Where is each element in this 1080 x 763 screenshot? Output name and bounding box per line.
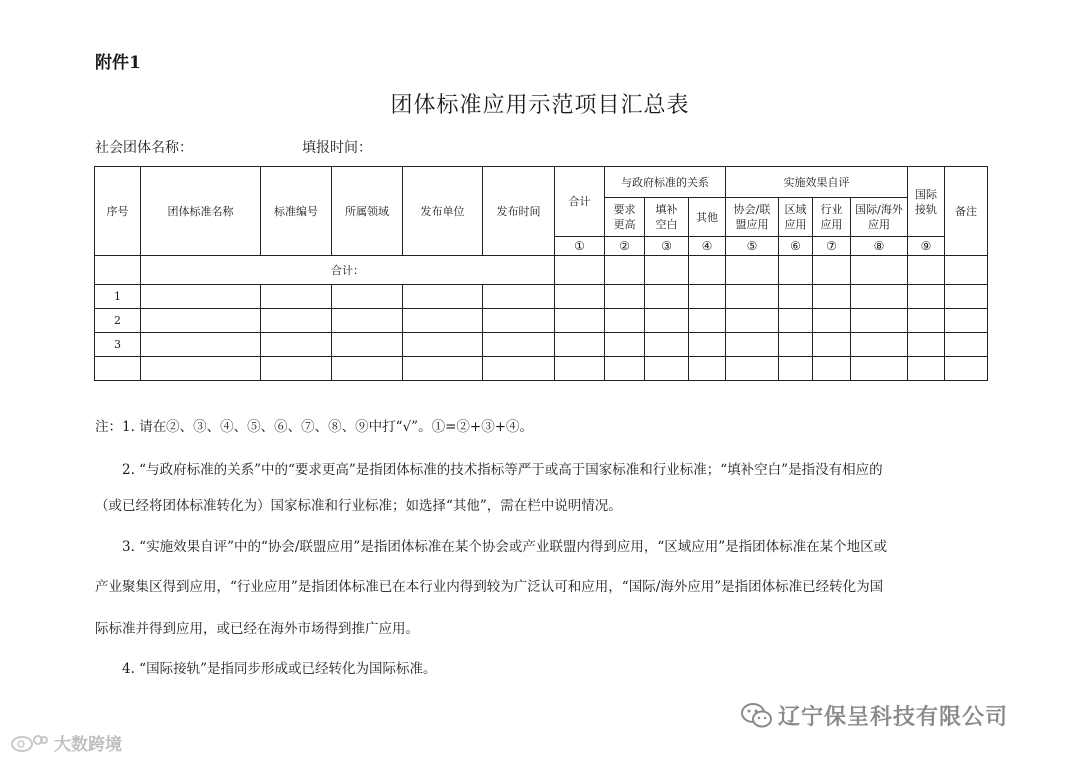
table-cell [851, 357, 908, 381]
header-total: 合计 [555, 167, 605, 237]
table-cell [908, 256, 945, 285]
circle-7: ⑦ [813, 237, 851, 256]
table-cell [332, 357, 403, 381]
wechat-icon [740, 702, 774, 730]
table-cell [851, 256, 908, 285]
circle-6: ⑥ [779, 237, 813, 256]
table-cell [945, 333, 988, 357]
table-cell [332, 285, 403, 309]
table-cell [726, 333, 779, 357]
sum-row [95, 256, 988, 285]
table-cell [779, 309, 813, 333]
table-cell [945, 285, 988, 309]
header-standard-name: 团体标准名称 [141, 167, 261, 256]
header-industry-text: 行业应用 [820, 203, 843, 231]
table-row [95, 309, 988, 333]
circle-3: ③ [645, 237, 689, 256]
table-cell [645, 333, 689, 357]
note-3-line-2: 产业聚集区得到应用，“行业应用”是指团体标准已在本行业内得到较为广泛认可和应用，“国际/海外应用”是指团体标准已经转化为国 [95, 579, 884, 595]
table-cell [605, 357, 645, 381]
table-cell [689, 309, 726, 333]
table-cell [403, 285, 483, 309]
table-cell [645, 309, 689, 333]
table-cell [261, 285, 332, 309]
table-cell [332, 309, 403, 333]
attachment-label: 附件1 [95, 53, 141, 73]
table-cell [261, 309, 332, 333]
note-2-line-1: 2. “与政府标准的关系”中的“要求更高”是指团体标准的技术指标等严于或高于国家标准和行业标准；“填补空白”是指没有相应的 [122, 462, 883, 478]
row-number [95, 357, 141, 381]
note-1: 注：1. 请在②、③、④、⑤、⑥、⑦、⑧、⑨中打“√”。①=②+③+④。 [95, 419, 534, 435]
document-title: 团体标准应用示范项目汇总表 [390, 93, 690, 118]
table-cell [813, 256, 851, 285]
source-watermark: 大数跨境 [54, 735, 122, 755]
company-watermark: 辽宁保呈科技有限公司 [778, 705, 1009, 730]
table-cell [851, 285, 908, 309]
table-cell [779, 333, 813, 357]
table-cell [726, 357, 779, 381]
table-cell [645, 285, 689, 309]
table-cell [141, 333, 261, 357]
table-cell [555, 256, 605, 285]
header-region [779, 198, 813, 237]
weibo-icon [8, 730, 50, 754]
header-assoc [726, 198, 779, 237]
header-overseas-text: 国际/海外应用 [855, 203, 903, 231]
table-cell [813, 309, 851, 333]
row-number: 3 [95, 333, 141, 357]
header-issuer: 发布单位 [403, 167, 483, 256]
table-cell [555, 285, 605, 309]
table-cell [605, 333, 645, 357]
table-cell [689, 357, 726, 381]
table-row [95, 357, 988, 381]
header-self-eval: 实施效果自评 [726, 167, 908, 198]
table-cell [261, 333, 332, 357]
row-number: 2 [95, 309, 141, 333]
table-cell [945, 309, 988, 333]
circle-4: ④ [689, 237, 726, 256]
circle-1: ① [555, 237, 605, 256]
table-cell [689, 333, 726, 357]
table-cell [908, 333, 945, 357]
table-cell [483, 333, 555, 357]
table-row [95, 285, 988, 309]
header-industry [813, 198, 851, 237]
table-cell [813, 285, 851, 309]
table-cell [261, 357, 332, 381]
circle-9: ⑨ [908, 237, 945, 256]
header-other: 其他 [689, 198, 726, 237]
note-3-line-3: 际标准并得到应用，或已经在海外市场得到推广应用。 [95, 621, 419, 637]
fill-time-label: 填报时间： [302, 140, 372, 156]
table-cell [851, 309, 908, 333]
header-intl [908, 167, 945, 237]
table-cell [851, 333, 908, 357]
header-assoc-text: 协会/联盟应用 [733, 203, 771, 231]
table-cell [779, 256, 813, 285]
org-name-label: 社会团体名称： [95, 140, 193, 156]
note-3-line-1: 3. “实施效果自评”中的“协会/联盟应用”是指团体标准在某个协会或产业联盟内得到应用，“区域应用”是指团体标准在某个地区或 [122, 539, 888, 555]
table-cell [726, 256, 779, 285]
table-cell [555, 309, 605, 333]
table-cell [645, 357, 689, 381]
circle-8: ⑧ [851, 237, 908, 256]
summary-table [94, 166, 988, 381]
header-stricter-text: 要求更高 [613, 203, 636, 231]
header-seq: 序号 [95, 167, 141, 256]
table-cell [141, 285, 261, 309]
table-cell [689, 285, 726, 309]
table-row [95, 333, 988, 357]
table-cell [403, 357, 483, 381]
note-4: 4. “国际接轨”是指同步形成或已经转化为国际标准。 [122, 661, 437, 677]
header-overseas [851, 198, 908, 237]
header-gov-relation: 与政府标准的关系 [605, 167, 726, 198]
table-cell [813, 357, 851, 381]
table-cell [483, 357, 555, 381]
table-cell [945, 357, 988, 381]
table-cell [403, 333, 483, 357]
table-cell [141, 309, 261, 333]
table-cell [908, 357, 945, 381]
table-cell [908, 309, 945, 333]
header-fill-gap-text: 填补空白 [655, 203, 678, 231]
table-cell [813, 333, 851, 357]
table-cell [403, 309, 483, 333]
table-cell [645, 256, 689, 285]
row-number: 1 [95, 285, 141, 309]
table-cell [332, 333, 403, 357]
table-cell [605, 285, 645, 309]
header-row-1 [95, 167, 988, 198]
header-fill-gap [645, 198, 689, 237]
table-cell [726, 285, 779, 309]
table-cell [689, 256, 726, 285]
table-cell [483, 285, 555, 309]
table-cell [555, 357, 605, 381]
table-cell [779, 357, 813, 381]
table-cell [141, 357, 261, 381]
header-standard-code: 标准编号 [261, 167, 332, 256]
table-cell [726, 309, 779, 333]
header-region-text: 区域应用 [784, 203, 807, 231]
sum-seq-cell [95, 256, 141, 285]
table-cell [908, 285, 945, 309]
table-cell [555, 333, 605, 357]
header-stricter [605, 198, 645, 237]
circle-5: ⑤ [726, 237, 779, 256]
header-remark: 备注 [945, 167, 988, 256]
circle-2: ② [605, 237, 645, 256]
table-cell [945, 256, 988, 285]
sum-label: 合计： [141, 256, 555, 285]
table-cell [483, 309, 555, 333]
header-field: 所属领域 [332, 167, 403, 256]
table-cell [605, 256, 645, 285]
table-cell [605, 309, 645, 333]
note-2-line-2: （或已经将团体标准转化为）国家标准和行业标准；如选择“其他”，需在栏中说明情况。 [95, 498, 622, 514]
table-cell [779, 285, 813, 309]
header-issue-date: 发布时间 [483, 167, 555, 256]
header-intl-text: 国际接轨 [915, 187, 938, 216]
